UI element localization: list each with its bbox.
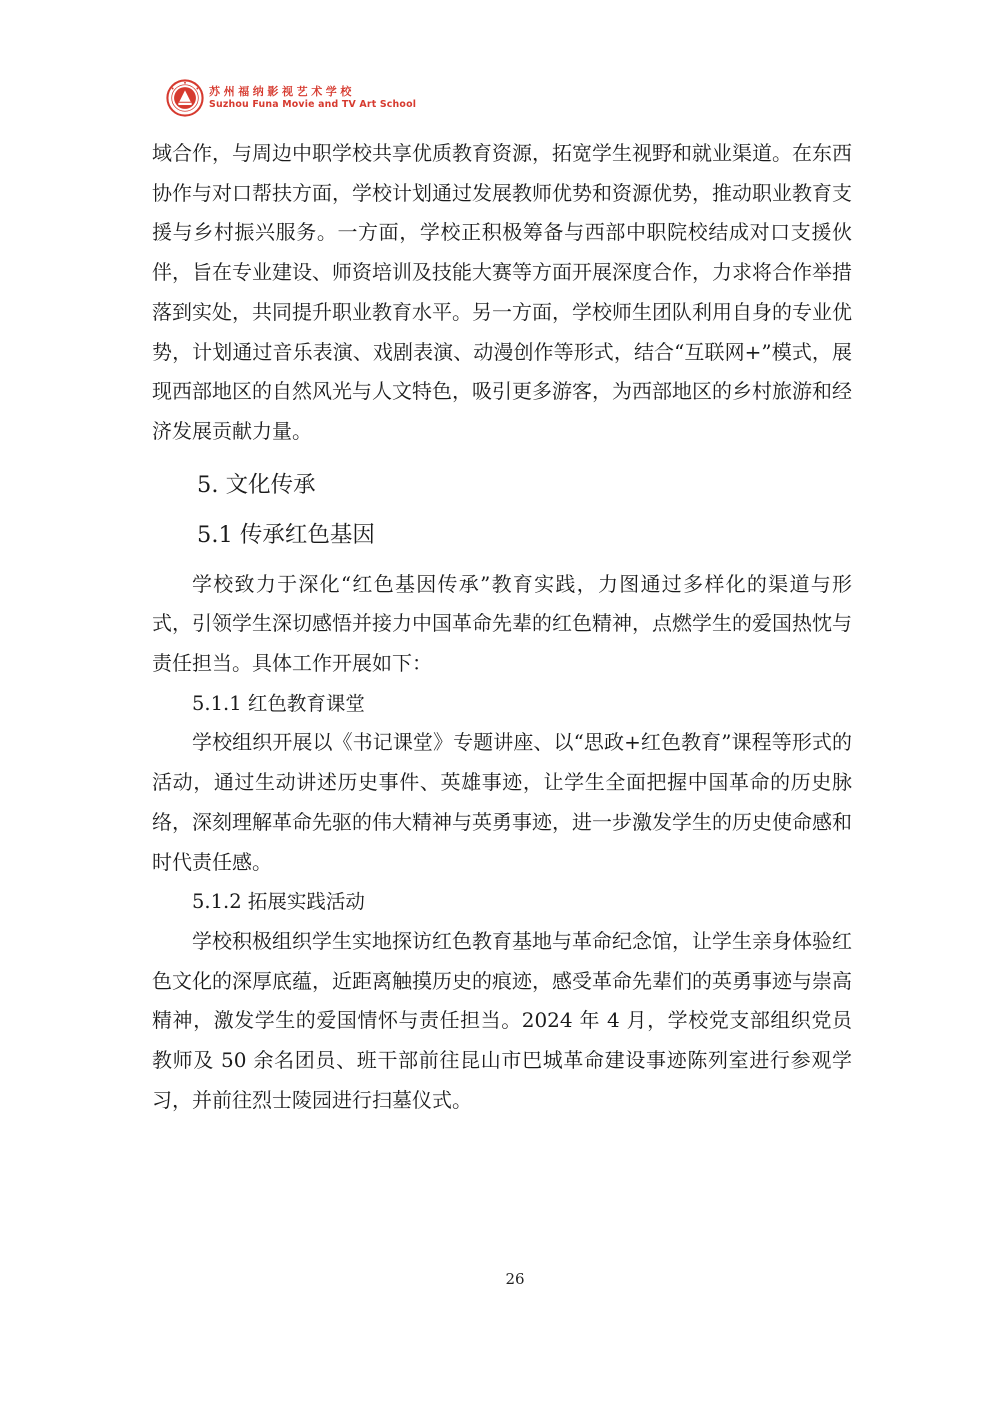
heading-red-education-class: 5.1.1 红色教育课堂: [192, 691, 365, 715]
paragraph-red-gene: 学校致力于深化“红色基因传承”教育实践，力图通过多样化的渠道与形式，引领学生深切感悟并接力中国革命先辈的红色精神，点燃学生的爱国热忱与责任担当。具体工作开展如下：: [152, 571, 852, 676]
school-name-cn: 苏州福纳影视艺术学校: [209, 85, 355, 99]
heading-practice-activities: 5.1.2 拓展实践活动: [192, 890, 365, 914]
paragraph-intro: 域合作，与周边中职学校共享优质教育资源，拓宽学生视野和就业渠道。在东西协作与对口帮扶方面，学校计划通过发展教师优势和资源优势，推动职业教育支援与乡村振兴服务。一方面，学校正积极筹备与西部中职院校结成对口支援伙伴，旨在专业建设、师资培训及技能大赛等方面开展深度合作，力求将合作举措落到实处，共同提升职业教育水平。另一方面，学校师生团队利用自身的专业优势，计划通过音乐表演、戏剧表演、动漫创作等形式，结合“互联网+”模式，展现西部地区的自然风光与人文特色，吸引更多游客，为西部地区的乡村旅游和经济发展贡献力量。: [152, 141, 852, 443]
document-body: [152, 134, 852, 1120]
heading-culture-inheritance: 5. 文化传承: [197, 472, 316, 499]
school-name: [209, 86, 416, 109]
school-emblem-icon: [166, 79, 204, 117]
paragraph-practice-activities: 学校积极组织学生实地探访红色教育基地与革命纪念馆，让学生亲身体验红色文化的深厚底蕴，近距离触摸历史的痕迹，感受革命先辈们的英勇事迹与崇高精神，激发学生的爱国情怀与责任担当。2024 年 4 月，学校党支部组织党员教师及 50 余名团员、班干部前往昆山市巴城革命建设事迹陈列室进行参观学习，并前往烈士陵园进行扫墓仪式。: [152, 928, 852, 1112]
paragraph-red-education-class: 学校组织开展以《书记课堂》专题讲座、以“思政+红色教育”课程等形式的活动，通过生动讲述历史事件、英雄事迹，让学生全面把握中国革命的历史脉络，深刻理解革命先驱的伟大精神与英勇事迹，进一步激发学生的历史使命感和时代责任感。: [152, 730, 852, 874]
heading-red-gene: 5.1 传承红色基因: [197, 522, 375, 549]
document-header: [166, 78, 416, 118]
school-name-en: Suzhou Funa Movie and TV Art School: [209, 98, 417, 110]
page-number: 26: [505, 1270, 525, 1288]
